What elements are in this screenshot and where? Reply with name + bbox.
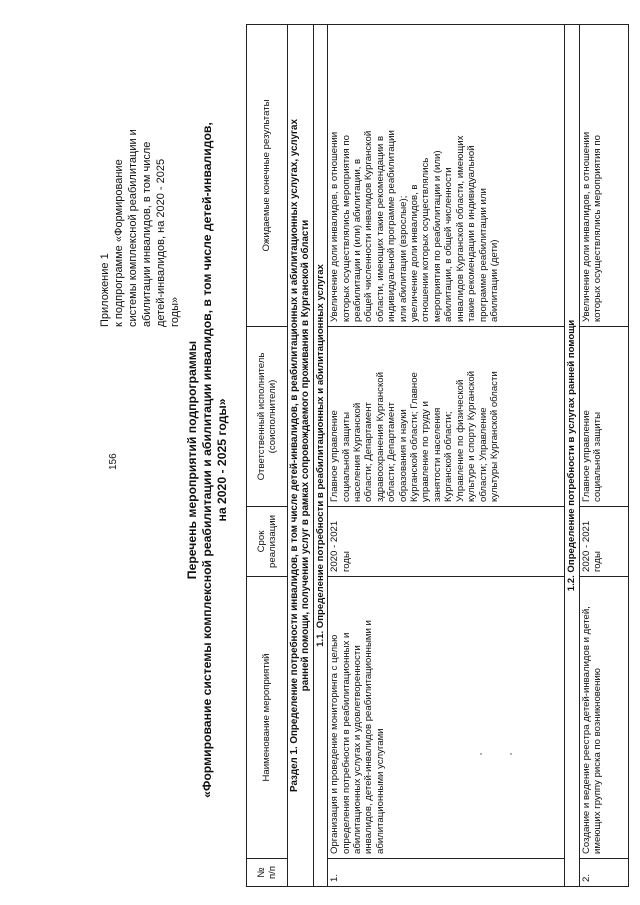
- scan-speck: [510, 753, 512, 755]
- subsection-row: [565, 25, 579, 887]
- appendix-line: детей-инвалидов, на 2020 - 2025: [155, 158, 167, 327]
- header-result: Ожидаемые конечные результаты: [247, 25, 288, 327]
- title-line: Перечень мероприятий подпрограммы: [185, 340, 199, 580]
- subsection-row: [313, 25, 327, 887]
- page-number: 156: [108, 453, 119, 470]
- appendix-note: [98, 27, 182, 327]
- row-executor: Главное управление социальной защиты населения Курганской области; Департамент здравоохранения Курганской области; Департамент образования и науки Курганской области; Главное управление по труду и занятости населения Курганской области; Управление по физической культуре и спорту Курганской области; Управление культуры Курганской области: [328, 327, 565, 507]
- section-row: [288, 25, 314, 887]
- header-name: Наименование мероприятий: [247, 577, 288, 859]
- row-name: Организация и проведение мониторинга с целью определения потребности в реабилитационных и абилитационных услугах и удовлетворенности инвалидов, детей-инвалидов реабилитационными и абилитационными услугами: [328, 577, 565, 859]
- subsection-heading: 1.2. Определение потребности в услугах ранней помощи: [565, 25, 579, 887]
- section-heading: Раздел 1. Определение потребности инвалидов, в том числе детей-инвалидов, в реабилитационных и абилитационных услугах, услугах ранней помощи, получении услуг в рамках сопровождаемого проживания в Курганской области: [288, 25, 314, 887]
- header-term: Срок реализации: [247, 507, 288, 577]
- row-num: 2.: [579, 859, 628, 887]
- measures-table: [246, 24, 629, 887]
- row-result: Увеличение доли инвалидов, в отношении которых осуществлялись мероприятия по: [579, 25, 628, 327]
- title-line: «Формирование системы комплексной реабилитации и абилитации инвалидов, в том числе детей-инвалидов,: [200, 122, 214, 798]
- header-num: № п/п: [247, 859, 288, 887]
- header-executor: Ответственный исполнитель (соисполнители): [247, 327, 288, 507]
- row-executor: Главное управление социальной защиты: [579, 327, 628, 507]
- appendix-line: к подпрограмме «Формирование: [113, 159, 125, 327]
- table-row: [328, 25, 565, 887]
- row-name: Создание и ведение реестра детей-инвалидов и детей, имеющих группу риска по возникновению: [579, 577, 628, 859]
- appendix-line: годы»: [169, 296, 181, 327]
- row-term: 2020 - 2021 годы: [328, 507, 565, 577]
- title-line: на 2020 - 2025 годы»: [215, 398, 229, 522]
- appendix-line: Приложение 1: [99, 253, 111, 327]
- appendix-line: системы комплексной реабилитации и: [127, 129, 139, 327]
- appendix-line: абилитации инвалидов, в том числе: [141, 141, 153, 327]
- table-header-row: [247, 25, 288, 887]
- document-title: [185, 110, 230, 810]
- table-row: [579, 25, 628, 887]
- row-result: Увеличение доли инвалидов, в отношении которых осуществлялись мероприятия по реабилитации и (или) абилитации, в общей численности инвалидов Курганской области, имеющих такие рекомендации в индивидуальной программе реабилитации или абилитации (взрослые); увеличение доли инвалидов, в отношении которых осуществлялись мероприятия по реабилитации и (или) абилитации, в общей численности инвалидов Курганской области, имеющих такие рекомендации в индивидуальной программе реабилитации или абилитации (дети): [328, 25, 565, 327]
- subsection-heading: 1.1. Определение потребности в реабилитационных и абилитационных услугах: [313, 25, 327, 887]
- row-num: 1.: [328, 859, 565, 887]
- row-term: 2020 - 2021 годы: [579, 507, 628, 577]
- scan-speck: [480, 753, 482, 755]
